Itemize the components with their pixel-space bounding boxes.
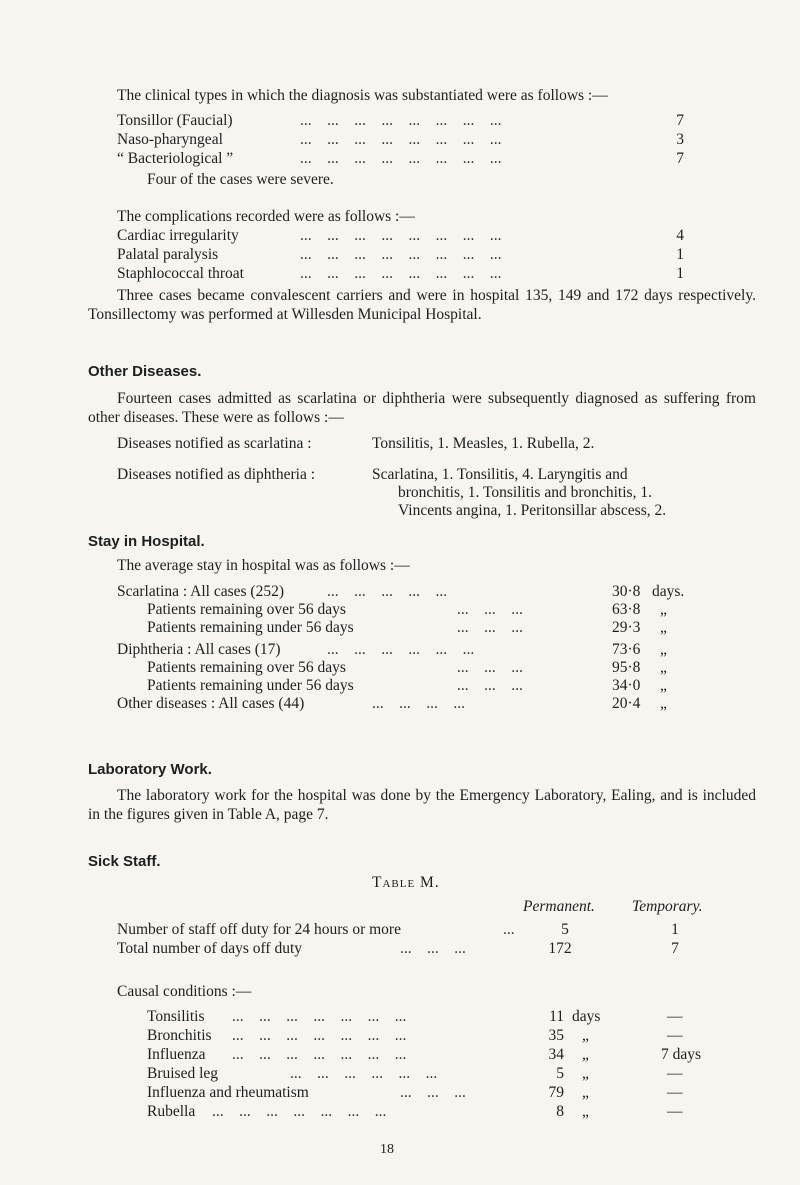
causal-row-unit: „: [582, 1046, 589, 1063]
stay-row-value: 95·8: [612, 659, 641, 676]
staff-row-temporary: 7: [671, 940, 679, 957]
clinical-severe: Four of the cases were severe.: [147, 171, 334, 188]
leader-dots: ... ... ... ... ... ... ... ...: [300, 150, 502, 167]
stay-row-value: 63·8: [612, 601, 641, 618]
stay-intro: The average stay in hospital was as follows :—: [117, 557, 410, 574]
leader-dots: ... ... ...: [400, 940, 466, 957]
leader-dots: ... ... ...: [457, 601, 523, 618]
leader-dots: ... ... ... ... ... ... ...: [232, 1046, 407, 1063]
leader-dots: ... ... ... ... ... ... ... ...: [300, 112, 502, 129]
leader-dots: ... ... ...: [400, 1084, 466, 1101]
staff-row-label: Number of staff off duty for 24 hours or more: [117, 921, 401, 938]
stay-row-label: Patients remaining under 56 days: [147, 619, 354, 636]
leader-dots: ... ... ...: [457, 619, 523, 636]
causal-row-permanent: 35: [548, 1027, 564, 1044]
complication-row-value: 1: [676, 246, 684, 263]
leader-dots: ... ... ... ... ...: [327, 583, 448, 600]
leader-dots: ... ... ... ... ... ...: [290, 1065, 438, 1082]
leader-dots: ... ... ... ...: [372, 695, 465, 712]
stay-row-label: Other diseases : All cases (44): [117, 695, 305, 712]
causal-row-temporary: 7 days: [661, 1046, 702, 1063]
causal-row-permanent: 34: [548, 1046, 564, 1063]
stay-row-label: Patients remaining under 56 days: [147, 677, 354, 694]
scarlatina-label: Diseases notified as scarlatina :: [117, 435, 312, 452]
stay-row-unit: „: [660, 695, 667, 712]
stay-row-unit: „: [660, 601, 667, 618]
leader-dots: ... ... ... ... ... ... ... ...: [300, 246, 502, 263]
causal-heading: Causal conditions :—: [117, 983, 252, 1000]
staff-row-temporary: 1: [671, 921, 679, 938]
causal-row-unit: „: [582, 1103, 589, 1120]
clinical-row-label: “ Bacteriological ”: [117, 150, 234, 167]
clinical-row-value: 3: [676, 131, 684, 148]
causal-row-unit: „: [582, 1084, 589, 1101]
stay-row-value: 73·6: [612, 641, 641, 658]
diphtheria-line: Scarlatina, 1. Tonsilitis, 4. Laryngitis and: [372, 466, 628, 483]
section-heading-laboratory: Laboratory Work.: [88, 761, 212, 778]
col-permanent-header: Permanent.: [523, 898, 595, 915]
causal-row-unit: „: [582, 1027, 589, 1044]
stay-row-unit: „: [660, 677, 667, 694]
clinical-row-label: Tonsillor (Faucial): [117, 112, 233, 129]
complication-row-label: Palatal paralysis: [117, 246, 219, 263]
causal-row-label: Influenza and rheumatism: [147, 1084, 309, 1101]
section-heading-other-diseases: Other Diseases.: [88, 363, 202, 380]
causal-row-unit: days: [572, 1008, 601, 1025]
leader-dots: ...: [503, 921, 515, 938]
stay-row-unit: days.: [652, 583, 685, 600]
table-title: Table M.: [372, 874, 440, 891]
other-diseases-text: Fourteen cases admitted as scarlatina or diphtheria were subsequently diagnosed as suffering from other diseases. These were as follows :—: [88, 390, 756, 426]
clinical-row-label: Naso-pharyngeal: [117, 131, 223, 148]
leader-dots: ... ... ... ... ... ... ...: [232, 1008, 407, 1025]
clinical-row-value: 7: [676, 112, 684, 129]
complication-row-label: Cardiac irregularity: [117, 227, 239, 244]
stay-row-value: 30·8: [612, 583, 641, 600]
diphtheria-label: Diseases notified as diphtheria :: [117, 466, 316, 483]
causal-row-label: Bronchitis: [147, 1027, 212, 1044]
col-temporary-header: Temporary.: [632, 898, 703, 915]
leader-dots: ... ... ... ... ... ...: [327, 641, 475, 658]
page-number: 18: [380, 1142, 394, 1157]
causal-row-permanent: 5: [556, 1065, 564, 1082]
leader-dots: ... ... ... ... ... ... ... ...: [300, 131, 502, 148]
causal-row-temporary: —: [667, 1084, 683, 1101]
causal-row-permanent: 79: [548, 1084, 564, 1101]
causal-row-temporary: —: [667, 1027, 683, 1044]
leader-dots: ... ... ... ... ... ... ... ...: [300, 265, 502, 282]
leader-dots: ... ... ... ... ... ... ... ...: [300, 227, 502, 244]
stay-row-label: Diphtheria : All cases (17): [117, 641, 281, 658]
causal-row-temporary: —: [667, 1103, 683, 1120]
causal-row-permanent: 11: [549, 1008, 564, 1025]
clinical-intro: The clinical types in which the diagnosis was substantiated were as follows :—: [117, 87, 608, 104]
staff-row-label: Total number of days off duty: [117, 940, 303, 957]
leader-dots: ... ... ...: [457, 659, 523, 676]
leader-dots: ... ... ... ... ... ... ...: [212, 1103, 387, 1120]
complication-row-value: 4: [676, 227, 684, 244]
section-heading-sick-staff: Sick Staff.: [88, 853, 161, 870]
causal-row-permanent: 8: [556, 1103, 564, 1120]
causal-row-label: Tonsilitis: [147, 1008, 205, 1025]
leader-dots: ... ... ... ... ... ... ...: [232, 1027, 407, 1044]
diphtheria-line: Vincents angina, 1. Peritonsillar abscess, 2.: [398, 502, 667, 519]
leader-dots: ... ... ...: [457, 677, 523, 694]
stay-row-value: 29·3: [612, 619, 641, 636]
stay-row-unit: „: [660, 619, 667, 636]
laboratory-text: The laboratory work for the hospital was done by the Emergency Laboratory, Ealing, and is included in the figures given in Table A, page 7.: [88, 787, 756, 823]
scarlatina-value: Tonsilitis, 1. Measles, 1. Rubella, 2.: [372, 435, 595, 452]
causal-row-label: Rubella: [147, 1103, 196, 1120]
stay-row-unit: „: [660, 641, 667, 658]
stay-row-value: 20·4: [612, 695, 641, 712]
staff-row-permanent: 5: [561, 921, 569, 938]
causal-row-label: Bruised leg: [147, 1065, 219, 1082]
stay-row-unit: „: [660, 659, 667, 676]
causal-row-unit: „: [582, 1065, 589, 1082]
complications-intro: The complications recorded were as follows :—: [117, 208, 415, 225]
complications-note: Three cases became convalescent carriers and were in hospital 135, 149 and 172 days respectively. Tonsillectomy was performed at Willesden Municipal Hospital.: [88, 287, 756, 323]
complication-row-value: 1: [676, 265, 684, 282]
stay-row-label: Patients remaining over 56 days: [147, 659, 346, 676]
causal-row-temporary: —: [667, 1065, 683, 1082]
stay-row-value: 34·0: [612, 677, 641, 694]
staff-row-permanent: 172: [548, 940, 572, 957]
diphtheria-line: bronchitis, 1. Tonsilitis and bronchitis, 1.: [398, 484, 652, 501]
stay-row-label: Patients remaining over 56 days: [147, 601, 346, 618]
stay-row-label: Scarlatina : All cases (252): [117, 583, 285, 600]
clinical-row-value: 7: [676, 150, 684, 167]
causal-row-label: Influenza: [147, 1046, 206, 1063]
causal-row-temporary: —: [667, 1008, 683, 1025]
section-heading-stay: Stay in Hospital.: [88, 533, 205, 550]
complication-row-label: Staphlococcal throat: [117, 265, 244, 282]
